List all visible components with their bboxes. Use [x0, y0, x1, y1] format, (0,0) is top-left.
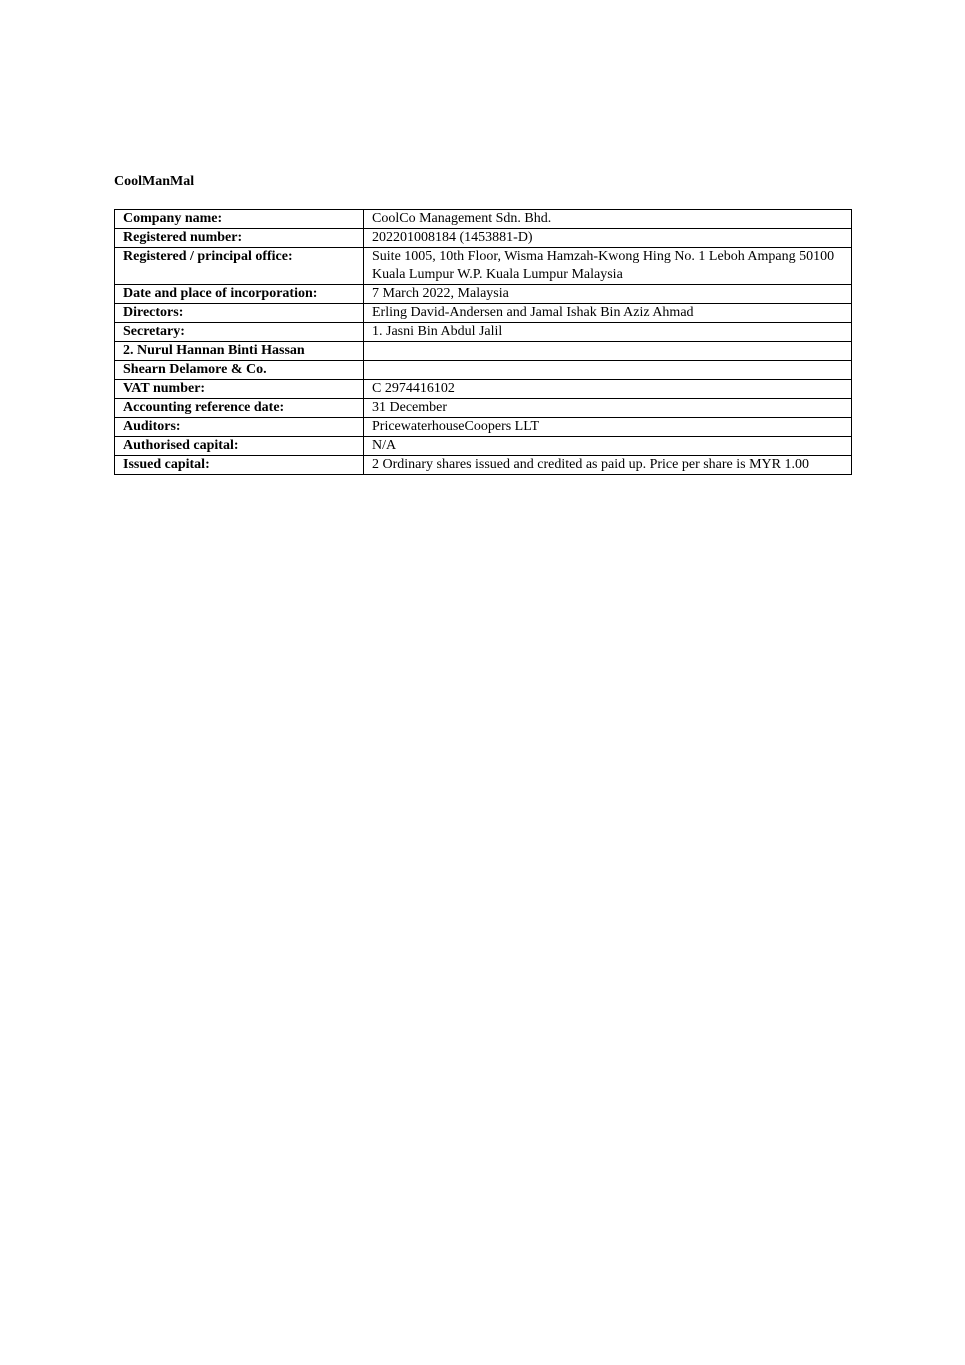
row-value: 31 December: [364, 399, 852, 418]
row-value: PricewaterhouseCoopers LLT: [364, 418, 852, 437]
table-row: [115, 456, 852, 475]
row-label: 2. Nurul Hannan Binti Hassan: [115, 342, 364, 361]
row-label: Registered / principal office:: [115, 248, 364, 285]
company-info-table: [114, 209, 852, 475]
row-value: 7 March 2022, Malaysia: [364, 285, 852, 304]
table-row: [115, 418, 852, 437]
document-title: CoolManMal: [114, 174, 195, 189]
row-value: 202201008184 (1453881-D): [364, 229, 852, 248]
row-value: N/A: [364, 437, 852, 456]
row-value: CoolCo Management Sdn. Bhd.: [364, 210, 852, 229]
row-value: C 2974416102: [364, 380, 852, 399]
row-value: [364, 342, 852, 361]
table-row: [115, 399, 852, 418]
row-label: Issued capital:: [115, 456, 364, 475]
row-label: Accounting reference date:: [115, 399, 364, 418]
row-label: Company name:: [115, 210, 364, 229]
row-value: Suite 1005, 10th Floor, Wisma Hamzah-Kwong Hing No. 1 Leboh Ampang 50100 Kuala Lumpur W.P. Kuala Lumpur Malaysia: [364, 248, 852, 285]
table-row: [115, 380, 852, 399]
table-row: [115, 229, 852, 248]
row-value: [364, 361, 852, 380]
row-label: Directors:: [115, 304, 364, 323]
table-row: [115, 304, 852, 323]
row-label: Secretary:: [115, 323, 364, 342]
table-row: [115, 342, 852, 361]
row-label: VAT number:: [115, 380, 364, 399]
row-label: Registered number:: [115, 229, 364, 248]
row-value: Erling David-Andersen and Jamal Ishak Bin Aziz Ahmad: [364, 304, 852, 323]
row-label: Authorised capital:: [115, 437, 364, 456]
table-row: [115, 361, 852, 380]
row-value: 1. Jasni Bin Abdul Jalil: [364, 323, 852, 342]
table-row: [115, 323, 852, 342]
row-label: Shearn Delamore & Co.: [115, 361, 364, 380]
row-label: Auditors:: [115, 418, 364, 437]
table-row: [115, 248, 852, 285]
row-value: 2 Ordinary shares issued and credited as paid up. Price per share is MYR 1.00: [364, 456, 852, 475]
row-label: Date and place of incorporation:: [115, 285, 364, 304]
table-row: [115, 210, 852, 229]
table-row: [115, 285, 852, 304]
table-row: [115, 437, 852, 456]
